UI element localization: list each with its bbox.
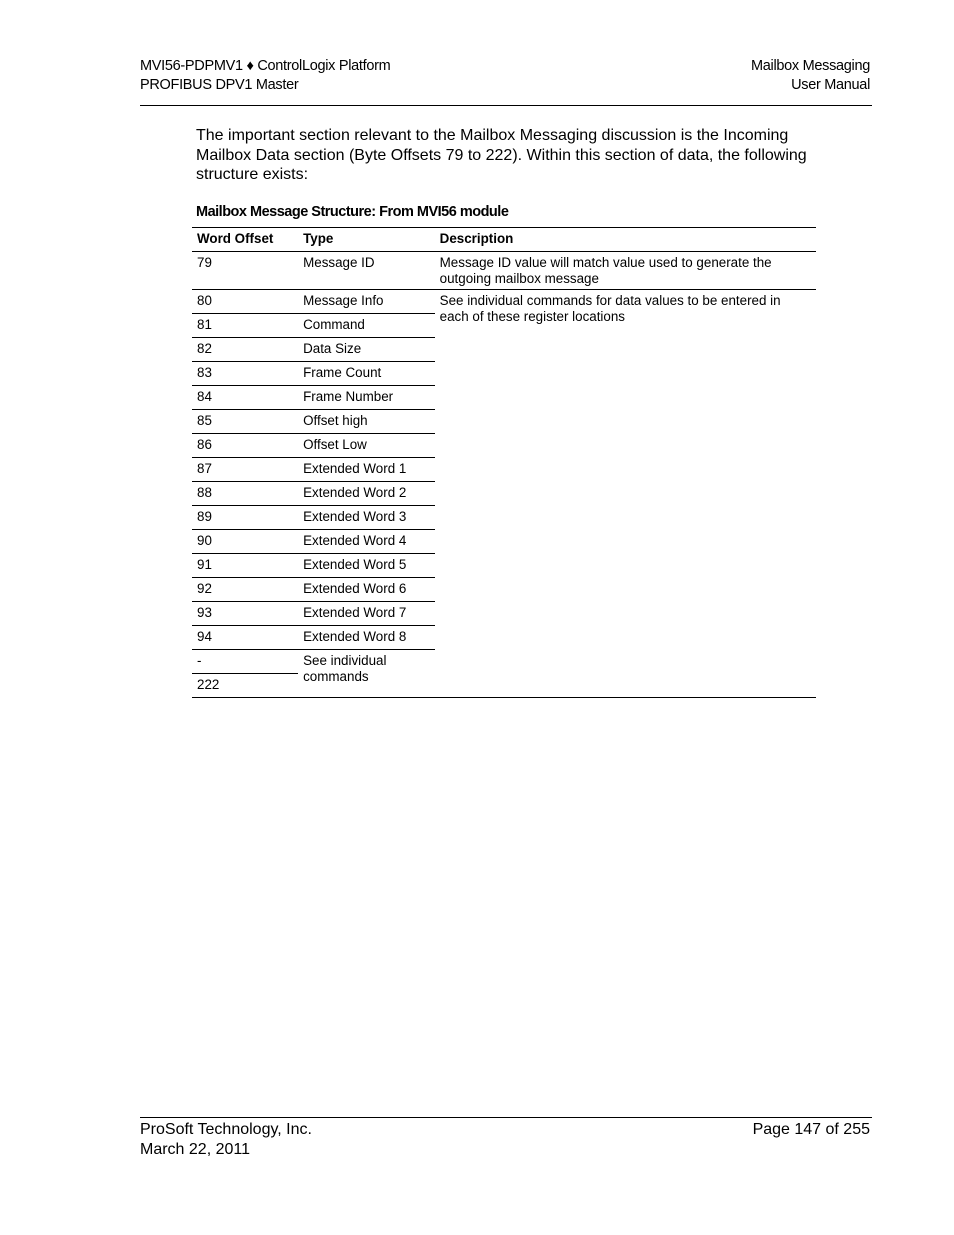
column-header-offset: Word Offset — [192, 228, 298, 252]
page-footer-right — [753, 1120, 870, 1140]
column-header-description: Description — [435, 228, 816, 252]
cell-type: Message ID — [298, 252, 435, 290]
cell-offset: 90 — [192, 530, 298, 554]
cell-offset: 85 — [192, 410, 298, 434]
footer-date: March 22, 2011 — [140, 1140, 250, 1158]
table-header-row — [192, 228, 816, 252]
cell-description-shared: See individual commands for data values to be entered in each of these register locations — [435, 290, 816, 698]
cell-type: Extended Word 2 — [298, 482, 435, 506]
cell-offset: 79 — [192, 252, 298, 290]
header-product: MVI56-PDPMV1 ♦ ControlLogix Platform — [140, 58, 391, 74]
table-caption: Mailbox Message Structure: From MVI56 module — [196, 204, 509, 220]
cell-offset: 80 — [192, 290, 298, 314]
cell-type: Offset high — [298, 410, 435, 434]
mailbox-structure-table — [192, 227, 816, 698]
cell-type: Extended Word 5 — [298, 554, 435, 578]
cell-type: Extended Word 6 — [298, 578, 435, 602]
cell-offset: 84 — [192, 386, 298, 410]
cell-type: Data Size — [298, 338, 435, 362]
cell-type: See individual commands — [298, 650, 435, 698]
cell-type: Extended Word 4 — [298, 530, 435, 554]
header-section: Mailbox Messaging — [750, 58, 870, 74]
cell-offset: 91 — [192, 554, 298, 578]
cell-type: Extended Word 1 — [298, 458, 435, 482]
header-subtitle: PROFIBUS DPV1 Master — [140, 77, 299, 93]
cell-type: Extended Word 7 — [298, 602, 435, 626]
cell-offset: 87 — [192, 458, 298, 482]
cell-offset: 94 — [192, 626, 298, 650]
cell-offset: - — [192, 650, 298, 674]
cell-description: Message ID value will match value used to generate the outgoing mailbox message — [435, 252, 816, 290]
cell-type: Command — [298, 314, 435, 338]
page-header-right — [751, 57, 870, 95]
cell-offset: 82 — [192, 338, 298, 362]
footer-page-number: Page 147 of 255 — [752, 1121, 870, 1138]
page-header-left — [140, 57, 390, 95]
intro-paragraph: The important section relevant to the Mailbox Messaging discussion is the Incoming Mailbox Data section (Byte Offsets 79 to 222). Within this section of data, the following structure exists: — [196, 127, 807, 183]
header-divider — [140, 105, 872, 106]
header-manual: User Manual — [791, 77, 870, 93]
cell-type: Message Info — [298, 290, 435, 314]
footer-divider — [140, 1117, 872, 1118]
cell-type: Extended Word 8 — [298, 626, 435, 650]
cell-type: Frame Number — [298, 386, 435, 410]
cell-offset: 83 — [192, 362, 298, 386]
cell-type: Extended Word 3 — [298, 506, 435, 530]
cell-type: Offset Low — [298, 434, 435, 458]
cell-type: Frame Count — [298, 362, 435, 386]
cell-offset: 88 — [192, 482, 298, 506]
cell-offset: 222 — [192, 674, 298, 698]
page-footer-left — [140, 1120, 312, 1159]
cell-offset: 86 — [192, 434, 298, 458]
table-row — [192, 252, 816, 290]
cell-offset: 89 — [192, 506, 298, 530]
cell-offset: 93 — [192, 602, 298, 626]
cell-offset: 81 — [192, 314, 298, 338]
cell-offset: 92 — [192, 578, 298, 602]
footer-company: ProSoft Technology, Inc. — [140, 1121, 312, 1138]
table-row — [192, 290, 816, 314]
column-header-type: Type — [298, 228, 435, 252]
